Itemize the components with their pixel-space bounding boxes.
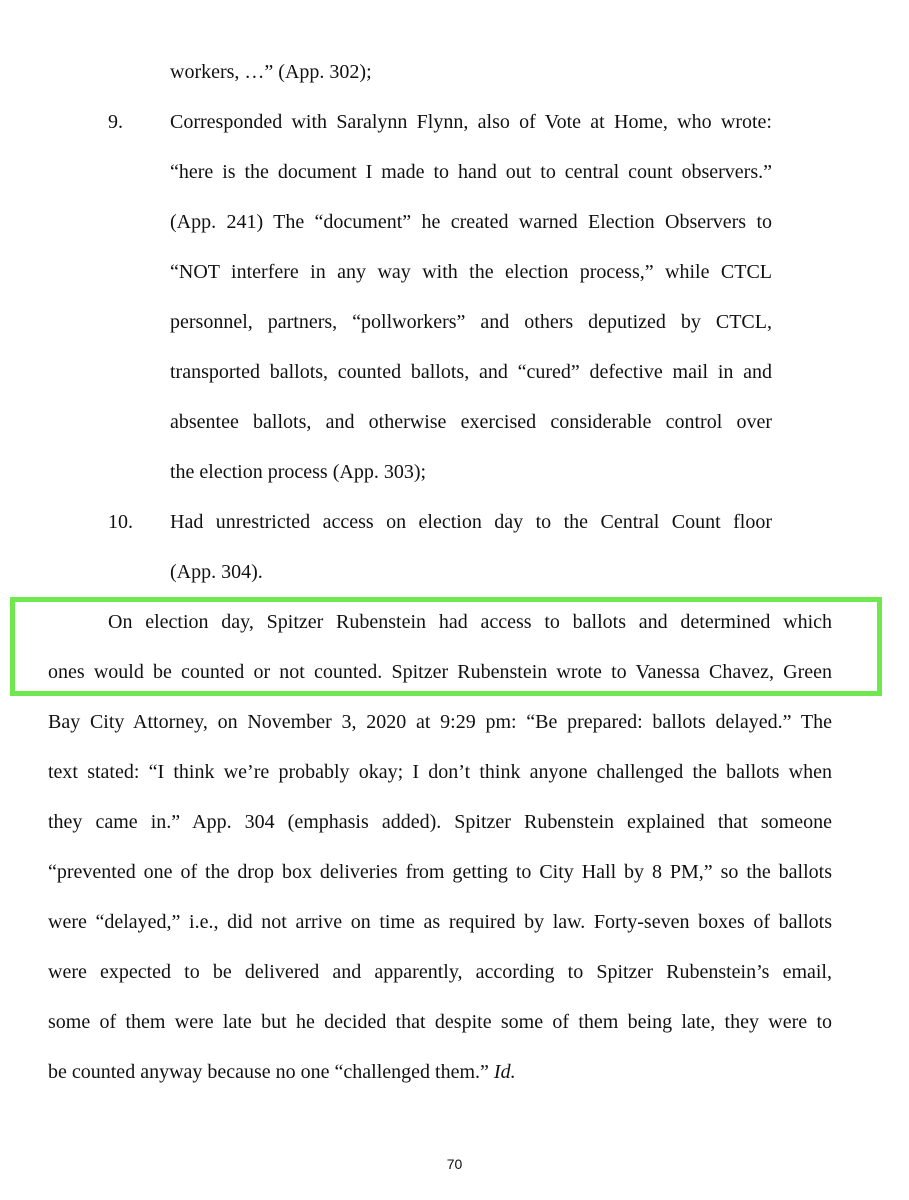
line-text: personnel, partners, “pollworkers” and others deputized by CTCL, <box>170 311 772 333</box>
body-paragraph <box>0 597 909 1097</box>
continuation-line <box>0 47 909 97</box>
item-number: 10. <box>108 511 133 533</box>
line-text: were expected to be delivered and apparently, according to Spitzer Rubenstein’s email, <box>48 961 832 983</box>
line-text: Had unrestricted access on election day to the Central Count floor <box>170 511 772 533</box>
line-text: absentee ballots, and otherwise exercised considerable control over <box>170 411 772 433</box>
list-item-10 <box>0 497 909 597</box>
line-text: text stated: “I think we’re probably okay; I don’t think anyone challenged the ballots when <box>48 761 832 783</box>
line-text: the election process (App. 303); <box>170 461 427 483</box>
line-text: On election day, Spitzer Rubenstein had access to ballots and determined which <box>108 611 832 633</box>
line-text: “prevented one of the drop box deliveries from getting to City Hall by 8 PM,” so the ballots <box>48 861 832 883</box>
line-text: they came in.” App. 304 (emphasis added). Spitzer Rubenstein explained that someone <box>48 811 832 833</box>
line-text: “NOT interfere in any way with the election process,” while CTCL <box>170 261 772 283</box>
line-text: (App. 241) The “document” he created warned Election Observers to <box>170 211 772 233</box>
line-text: be counted anyway because no one “challenged them.” <box>48 1061 494 1083</box>
line-text: (App. 304). <box>170 561 263 583</box>
line-text: transported ballots, counted ballots, and “cured” defective mail in and <box>170 361 772 383</box>
line-text: workers, …” (App. 302); <box>170 61 372 83</box>
item-number: 9. <box>108 111 123 133</box>
document-page <box>0 47 909 1097</box>
line-text: some of them were late but he decided that despite some of them being late, they were to <box>48 1011 832 1033</box>
line-text: Corresponded with Saralynn Flynn, also of Vote at Home, who wrote: <box>170 111 772 133</box>
page-number: 70 <box>446 1156 463 1172</box>
list-item-9 <box>0 97 909 497</box>
line-text: “here is the document I made to hand out to central count observers.” <box>170 161 772 183</box>
line-text: Bay City Attorney, on November 3, 2020 at 9:29 pm: “Be prepared: ballots delayed.” The <box>48 711 832 733</box>
line-text <box>48 1047 832 1097</box>
citation: Id. <box>493 1061 516 1083</box>
line-text: ones would be counted or not counted. Spitzer Rubenstein wrote to Vanessa Chavez, Green <box>48 661 832 683</box>
line-text: were “delayed,” i.e., did not arrive on time as required by law. Forty-seven boxes of ballots <box>48 911 832 933</box>
